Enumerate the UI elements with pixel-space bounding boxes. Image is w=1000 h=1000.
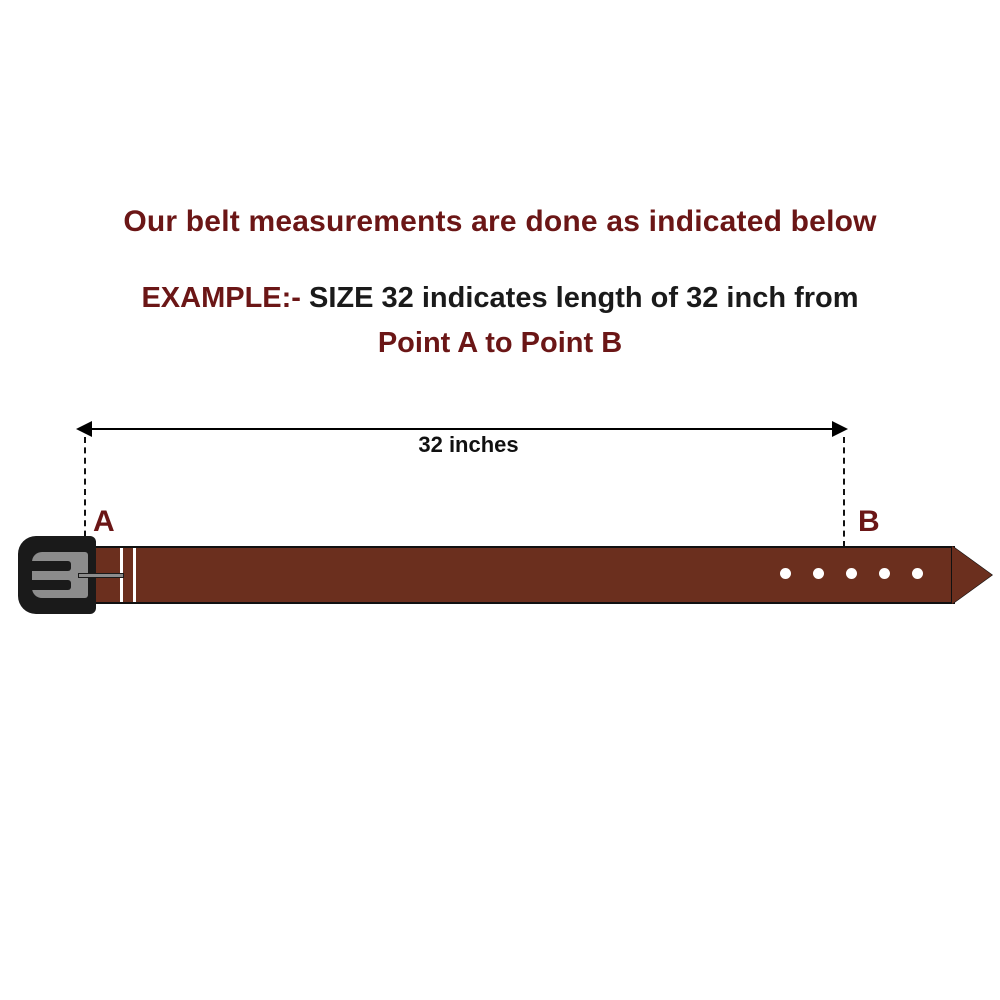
example-heading [0, 282, 1000, 315]
arrow-right-icon [832, 421, 848, 437]
buckle-slot-top [27, 561, 71, 571]
measurement-line [82, 428, 842, 430]
arrow-left-icon [76, 421, 92, 437]
belt-hole [780, 568, 791, 579]
example-label: EXAMPLE:- [141, 282, 310, 314]
belt-hole [813, 568, 824, 579]
page-title: Our belt measurements are done as indicated below [123, 205, 877, 238]
leader-line-a [84, 437, 86, 547]
example-text: SIZE 32 indicates length of 32 inch from [309, 282, 859, 314]
belt-hole [912, 568, 923, 579]
belt-tip [952, 546, 992, 604]
point-b-label: B [858, 505, 880, 538]
buckle-slot-bottom [27, 580, 71, 590]
belt-strap [85, 546, 955, 604]
belt-hole [879, 568, 890, 579]
buckle-prong [78, 573, 124, 578]
example-subtext: Point A to Point B [377, 327, 623, 359]
belt-buckle-icon [18, 536, 96, 614]
point-a-label: A [93, 505, 115, 538]
leader-line-b [843, 437, 845, 547]
belt-hole [846, 568, 857, 579]
measurement-label: 32 inches [340, 432, 597, 458]
